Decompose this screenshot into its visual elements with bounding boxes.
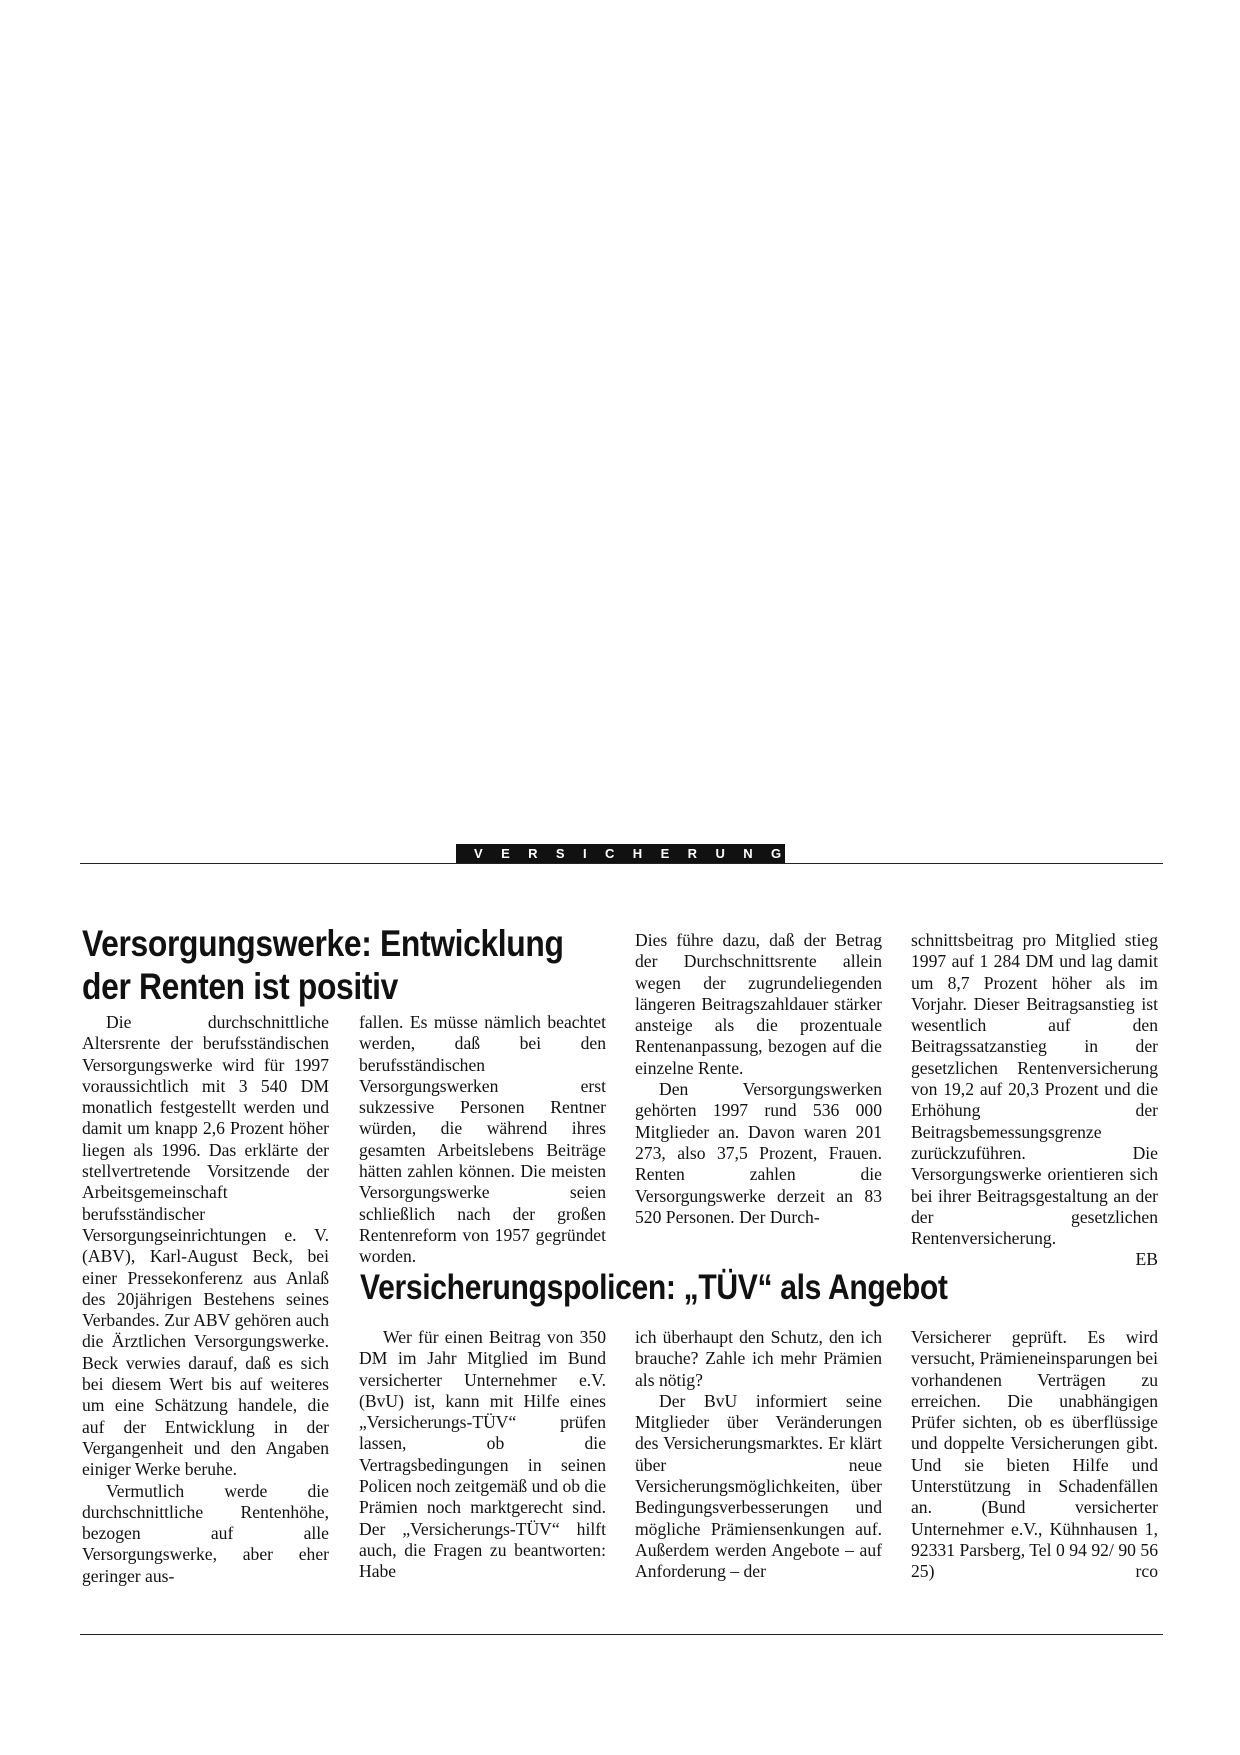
article1-column-1: [82, 1012, 329, 1587]
article2-headline-text: Versicherungspolicen: „TÜV“ als Angebot: [360, 1268, 948, 1307]
article2-paragraph: Versicherer geprüft. Es wird versucht, Prämieneinsparungen bei vorhandenen Verträgen zu erreichen. Die unabhängigen Prüfer sichten, ob es überflüssige und doppelte Versicherungen gibt. Und sie bieten Hilfe und Unterstützung in Schadenfällen an. (Bund versicherter Unternehmer e.V., Kühnhausen 1, 92331 Parsberg, Tel 0 94 92/ 90 56 25): [911, 1327, 1158, 1582]
article1-paragraph: Die durchschnittliche Altersrente der berufsständischen Versorgungswerke wird für 1997 voraussichtlich mit 3 540 DM monatlich festgestellt werden und damit um knapp 2,6 Prozent höher liegen als 1996. Das erklärte der stellvertretende Vorsitzende der Arbeitsgemeinschaft berufsständischer Versorgungseinrichtungen e. V. (ABV), Karl-August Beck, bei einer Pressekonferenz aus Anlaß des 20jährigen Bestehens seines Verbandes. Zur ABV gehören auch die Ärztlichen Versorgungswerke. Beck verwies darauf, daß es sich bei diesem Wert bis auf weiteres um eine Schätzung handele, die auf der Entwicklung in der Vergangenheit und den Angaben einiger Werke beruhe.: [82, 1012, 329, 1480]
article1-column-2: [359, 1012, 606, 1268]
bottom-rule: [80, 1634, 1163, 1635]
article1-column-4: [911, 930, 1158, 1271]
article1-paragraph: fallen. Es müsse nämlich beachtet werden, daß bei den berufsständischen Versorgungswerken erst sukzessive Personen Rentner würden, die während ihres gesamten Arbeitslebens Beiträge hätten zahlen können. Die meisten Versorgungswerke seien schließlich nach der großen Rentenreform von 1957 gegründet worden.: [359, 1012, 606, 1267]
section-rule: [80, 863, 1163, 864]
article2-signature: rco: [1135, 1561, 1158, 1582]
article1-paragraph: schnittsbeitrag pro Mitglied stieg 1997 auf 1 284 DM und lag damit um 8,7 Prozent höher als im Vorjahr. Dieser Beitragsanstieg ist wesentlich auf den Beitragssatzanstieg in der gesetzlichen Rentenversicherung von 19,2 auf 20,3 Prozent und die Erhöhung der Beitragsbemessungsgrenze zurückzuführen. Die Versorgungswerke orientieren sich bei ihrer Beitragsgestaltung an der der gesetzlichen Rentenversicherung.: [911, 930, 1158, 1249]
article2-paragraph: Der BvU informiert seine Mitglieder über Veränderungen des Versicherungsmarktes. Er klärt über neue Versicherungsmöglichkeiten, über Bedingungsverbesserungen und mögliche Prämiensenkungen auf. Außerdem werden Angebote – auf Anforderung – der: [635, 1390, 882, 1582]
article2-column-1: [359, 1327, 606, 1583]
article1-headline: [82, 922, 564, 1008]
article1-headline-line2: der Renten ist positiv: [82, 966, 398, 1007]
article2-column-2: [635, 1327, 882, 1583]
article1-paragraph: Den Versorgungswerken gehörten 1997 rund 536 000 Mitglieder an. Davon waren 201 273, also 37,5 Prozent, Frauen. Renten zahlen die Versorgungswerke derzeit an 83 520 Personen. Der Durch-: [635, 1079, 882, 1227]
article1-signature: EB: [1135, 1249, 1158, 1270]
article2-paragraph: ich überhaupt den Schutz, den ich brauche? Zahle ich mehr Prämien als nötig?: [635, 1327, 882, 1390]
article1-column-3: [635, 930, 882, 1228]
article2-headline: [360, 1268, 948, 1308]
article1-paragraph: Vermutlich werde die durchschnittliche Rentenhöhe, bezogen auf alle Versorgungswerke, aber eher geringer aus-: [82, 1480, 329, 1586]
article1-headline-line1: Versorgungswerke: Entwicklung: [82, 923, 564, 964]
section-label: VERSICHERUNGEN: [456, 844, 785, 863]
article2-column-3: [911, 1327, 1158, 1583]
article2-paragraph: Wer für einen Beitrag von 350 DM im Jahr Mitglied im Bund versicherter Unternehmer e.V. (BvU) ist, kann mit Hilfe eines „Versicherungs-TÜV“ prüfen lassen, ob die Vertragsbedingungen in seinen Policen noch zeitgemäß und ob die Prämien noch marktgerecht sind. Der „Versicherungs-TÜV“ hilft auch, die Fragen zu beantworten: Habe: [359, 1327, 606, 1582]
article1-paragraph: Dies führe dazu, daß der Betrag der Durchschnittsrente allein wegen der zugrundeliegenden längeren Beitragszahldauer stärker ansteige als die prozentuale Rentenanpassung, bezogen auf die einzelne Rente.: [635, 930, 882, 1078]
